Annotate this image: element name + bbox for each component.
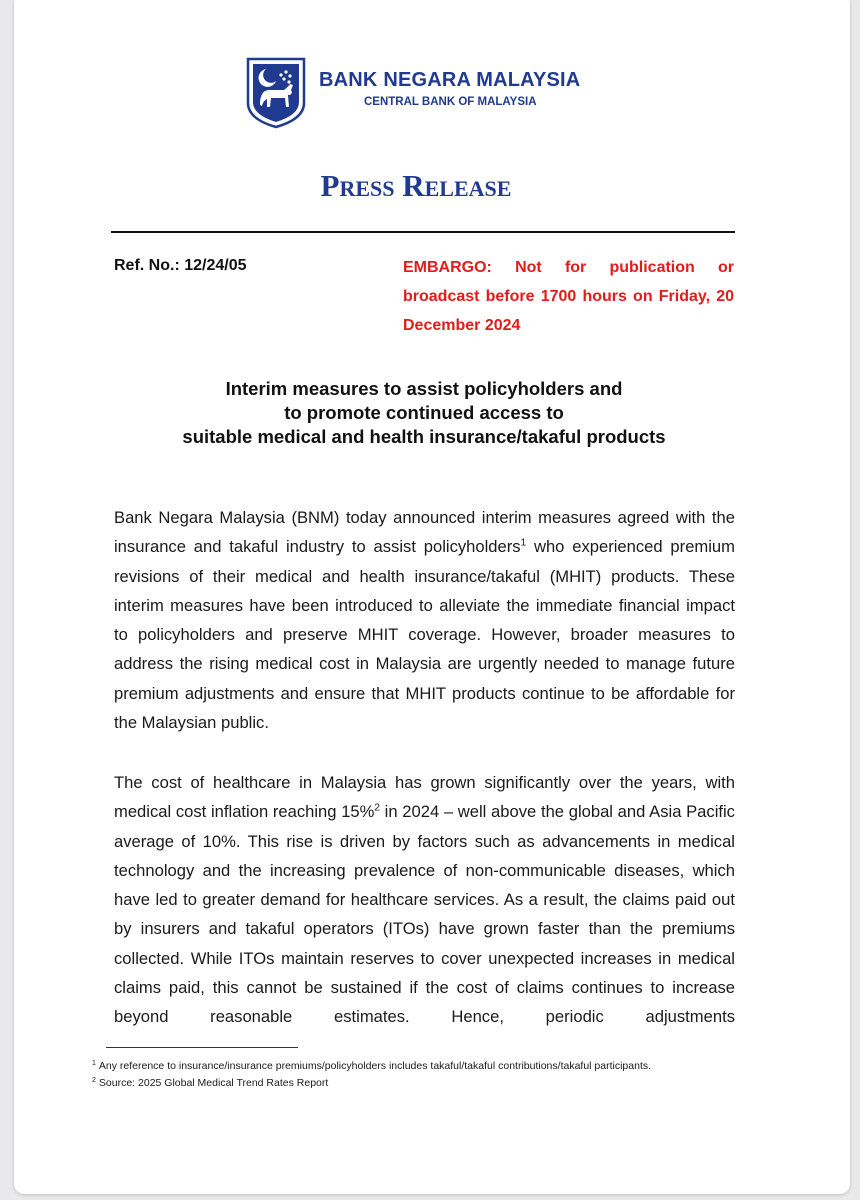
paragraph-text: Bank Negara Malaysia (BNM) today announced interim measures agreed with the insurance and takaful industry to assist policyholders xyxy=(114,508,735,557)
paragraph-text: The cost of healthcare in Malaysia has grown significantly over the years, with medical cost inflation reaching 15% xyxy=(114,773,735,822)
footnote-number: 2 xyxy=(92,1076,96,1084)
embargo-notice: EMBARGO: Not for publication or broadcast before 1700 hours on Friday, 20 December 2024 xyxy=(403,259,734,334)
body-paragraph-1 xyxy=(114,503,735,737)
bnm-emblem-icon xyxy=(246,57,306,129)
footnote-number: 1 xyxy=(92,1059,96,1067)
document-type-title: Press Release xyxy=(320,168,512,203)
reference-number: Ref. No.: 12/24/05 xyxy=(114,257,247,274)
headline-line-3: suitable medical and health insurance/takaful products xyxy=(182,426,666,447)
press-release-headline xyxy=(114,377,734,449)
footnote-1 xyxy=(92,1060,651,1072)
footnote-ref-1[interactable]: 1 xyxy=(520,537,527,549)
org-name: BANK NEGARA MALAYSIA xyxy=(319,69,581,91)
paragraph-text: in 2024 – well above the global and Asia Pacific average of 10%. This rise is driven by factors such as advancements in medical technology and the increasing prevalence of non-communicable diseases, which have led to greater demand for healthcare services. As a result, the claims paid out by insurers and takaful operators (ITOs) have grown faster than the premiums collected. While ITOs maintain reserves to cover unexpected increases in medical claims paid, this cannot be sustained if the cost of claims continues to increase beyond reasonable estimates. Hence, periodic adjustments xyxy=(114,802,735,1027)
body-paragraph-2 xyxy=(114,768,735,1032)
header-divider xyxy=(111,231,735,233)
org-subtitle: CENTRAL BANK OF MALAYSIA xyxy=(364,96,537,108)
paragraph-text: who experienced premium revisions of their medical and health insurance/takaful (MHIT) products. These interim measures have been introduced to alleviate the immediate financial impact to policyholders and preserve MHIT coverage. However, broader measures to address the rising medical cost in Malaysia are urgently needed to manage future premium adjustments and ensure that MHIT products continue to be affordable for the Malaysian public. xyxy=(114,537,735,733)
footnote-2 xyxy=(92,1077,328,1089)
footnote-divider xyxy=(106,1047,298,1048)
footnote-text: Any reference to insurance/insurance premiums/policyholders includes takaful/takaful contributions/takaful participants. xyxy=(98,1060,652,1072)
headline-line-2: to promote continued access to xyxy=(284,402,564,423)
footnote-text: Source: 2025 Global Medical Trend Rates Report xyxy=(98,1077,329,1089)
footnote-ref-2[interactable]: 2 xyxy=(374,802,380,814)
headline-line-1: Interim measures to assist policyholders and xyxy=(225,378,623,399)
